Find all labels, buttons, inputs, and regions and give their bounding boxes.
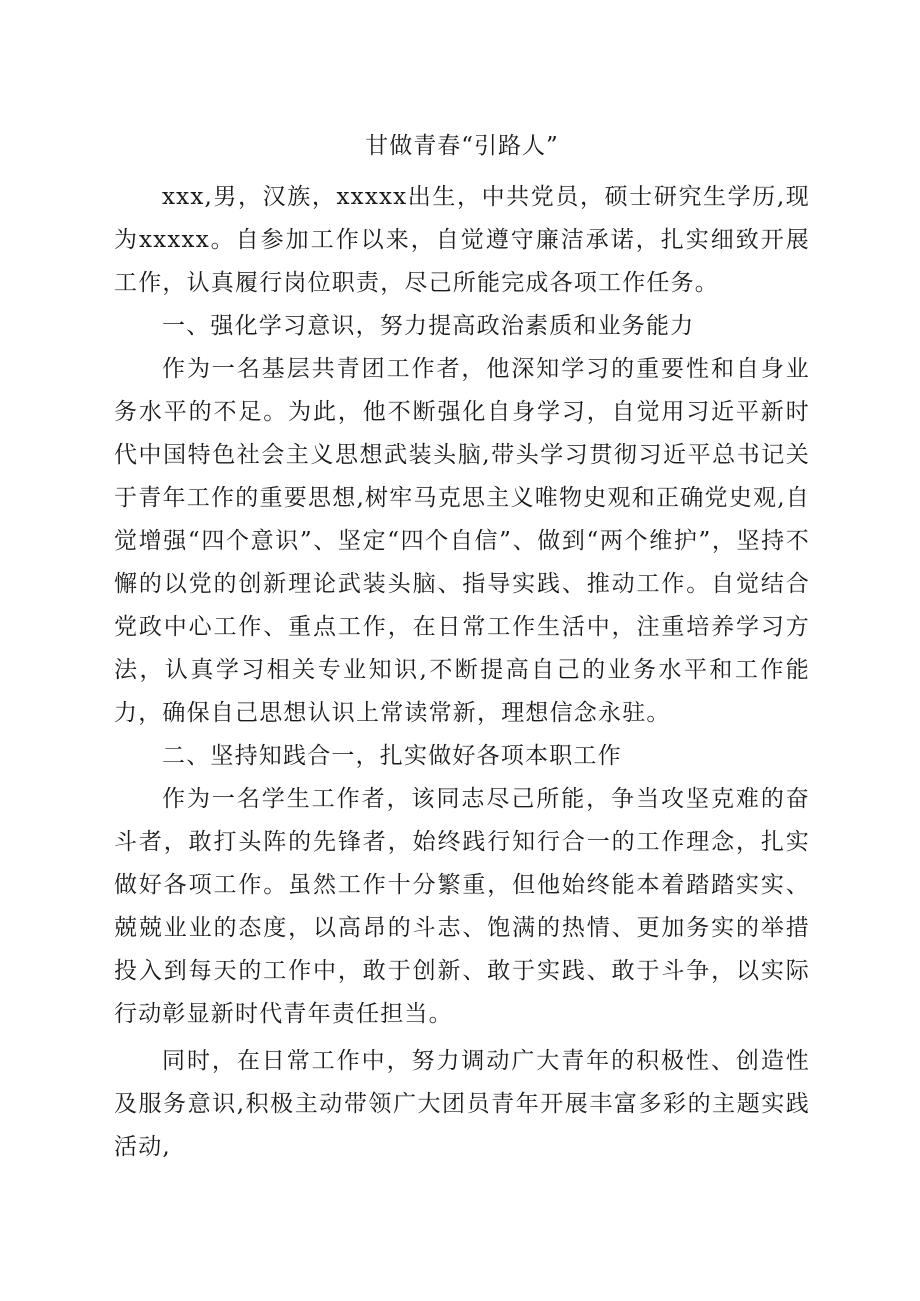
document-title: 甘做青春“引路人” <box>365 133 559 159</box>
section-2-paragraph-2: 同时，在日常工作中，努力调动广大青年的积极性、创造性及服务意识,积极主动带领广大团员青年开展丰富多彩的主题实践活动, <box>114 1048 810 1160</box>
document-page <box>114 128 810 1169</box>
section-2-heading: 二、坚持知践合一，扎实做好各项本职工作 <box>162 743 622 769</box>
section-1-heading: 一、强化学习意识，努力提高政治素质和业务能力 <box>162 313 695 339</box>
intro-paragraph: xxx,男，汉族，xxxxx出生，中共党员，硕士研究生学历,现为xxxxx。自参加工作以来，自觉遵守廉洁承诺，扎实细致开展工作，认真履行岗位职责，尽己所能完成各项工作任务。 <box>114 184 810 296</box>
section-2-paragraph-1: 作为一名学生工作者，该同志尽己所能，争当攻坚克难的奋斗者，敢打头阵的先锋者，始终践行知行合一的工作理念，扎实做好各项工作。虽然工作十分繁重，但他始终能本着踏踏实实、兢兢业业的态度，以高昂的斗志、饱满的热情、更加务实的举措投入到每天的工作中，敢于创新、敢于实践、敢于斗争，以实际行动彰显新时代青年责任担当。 <box>114 786 810 1027</box>
section-1-paragraph: 作为一名基层共青团工作者，他深知学习的重要性和自身业务水平的不足。为此，他不断强化自身学习，自觉用习近平新时代中国特色社会主义思想武装头脑,带头学习贯彻习近平总书记关于青年工作的重要思想,树牢马克思主义唯物史观和正确党史观,自觉增强“四个意识”、坚定“四个自信”、做到“两个维护”，坚持不懈的以党的创新理论武装头脑、指导实践、推动工作。自觉结合党政中心工作、重点工作，在日常工作生活中，注重培养学习方法，认真学习相关专业知识,不断提高自己的业务水平和工作能力，确保自己思想认识上常读常新，理想信念永驻。 <box>114 356 810 726</box>
